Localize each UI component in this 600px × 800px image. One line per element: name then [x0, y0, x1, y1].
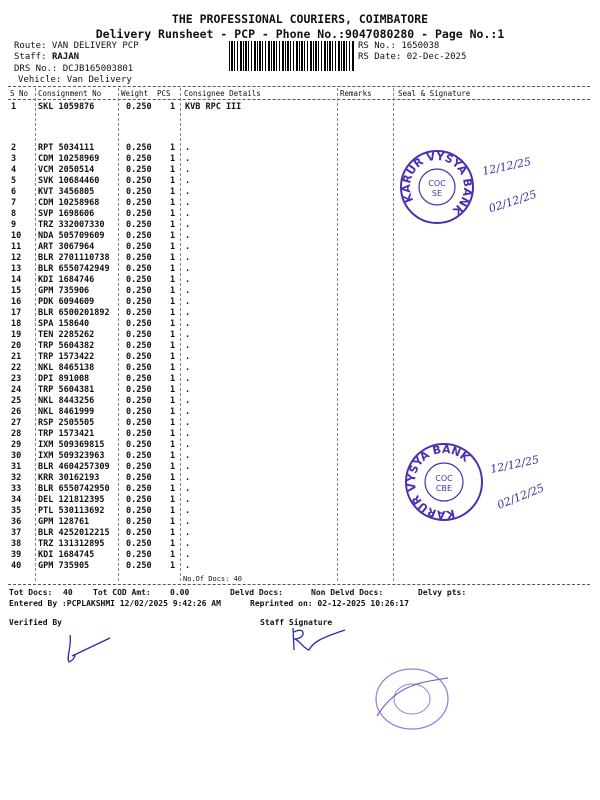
row-pcs: 1 — [170, 528, 176, 538]
row-weight: 0.250 — [126, 429, 152, 439]
row-consignment-no: SVP 1698606 — [38, 209, 95, 219]
row-consignment-no: TRP 5604381 — [38, 385, 95, 395]
row-pcs: 1 — [170, 407, 176, 417]
row-sno: 21 — [11, 352, 22, 362]
row-weight: 0.250 — [126, 253, 152, 263]
row-consignment-no: TRZ 131312895 — [38, 539, 105, 549]
row-sno: 19 — [11, 330, 22, 340]
row-sno: 18 — [11, 319, 22, 329]
row-weight: 0.250 — [126, 352, 152, 362]
row-consignee: . — [185, 374, 191, 384]
row-weight: 0.250 — [126, 539, 152, 549]
row-pcs: 1 — [170, 242, 176, 252]
table-row — [0, 297, 600, 308]
table-row — [0, 341, 600, 352]
row-consignee: . — [185, 341, 191, 351]
row-pcs: 1 — [170, 418, 176, 428]
row-pcs: 1 — [170, 264, 176, 274]
rs-date: RS Date: 02-Dec-2025 — [358, 52, 467, 62]
bank-seal-stamp-2 — [402, 440, 486, 524]
row-consignee: . — [185, 330, 191, 340]
row-weight: 0.250 — [126, 517, 152, 527]
row-consignment-no: SKL 1059876 — [38, 102, 95, 112]
row-weight: 0.250 — [126, 341, 152, 351]
row-consignee: . — [185, 253, 191, 263]
row-pcs: 1 — [170, 102, 176, 112]
row-sno: 12 — [11, 253, 22, 263]
row-weight: 0.250 — [126, 506, 152, 516]
row-sno: 2 — [11, 143, 17, 153]
row-sno: 27 — [11, 418, 22, 428]
row-weight: 0.250 — [126, 220, 152, 230]
row-pcs: 1 — [170, 495, 176, 505]
table-row — [0, 429, 600, 440]
row-sno: 4 — [11, 165, 17, 175]
row-consignment-no: IXM 509369815 — [38, 440, 105, 450]
row-pcs: 1 — [170, 220, 176, 230]
row-sno: 13 — [11, 264, 22, 274]
row-consignee: . — [185, 550, 191, 560]
row-consignee: . — [185, 418, 191, 428]
table-row — [0, 102, 600, 113]
row-consignment-no: KDI 1684746 — [38, 275, 95, 285]
row-sno: 29 — [11, 440, 22, 450]
row-pcs: 1 — [170, 176, 176, 186]
table-row — [0, 539, 600, 550]
runsheet-subtitle: Delivery Runsheet - PCP - Phone No.:9047080280 - Page No.:1 — [95, 27, 505, 41]
row-pcs: 1 — [170, 484, 176, 494]
table-row — [0, 418, 600, 429]
row-sno: 26 — [11, 407, 22, 417]
row-consignee: . — [185, 561, 191, 571]
verifier-signature — [60, 630, 120, 670]
row-weight: 0.250 — [126, 198, 152, 208]
row-consignment-no: TRP 1573422 — [38, 352, 95, 362]
row-weight: 0.250 — [126, 440, 152, 450]
row-weight: 0.250 — [126, 396, 152, 406]
table-row — [0, 275, 600, 286]
row-sno: 25 — [11, 396, 22, 406]
row-pcs: 1 — [170, 330, 176, 340]
row-pcs: 1 — [170, 550, 176, 560]
table-row — [0, 528, 600, 539]
row-weight: 0.250 — [126, 528, 152, 538]
row-consignee: . — [185, 539, 191, 549]
row-pcs: 1 — [170, 231, 176, 241]
header-top-rule — [8, 86, 590, 87]
table-row — [0, 330, 600, 341]
row-consignee: . — [185, 286, 191, 296]
table-row — [0, 407, 600, 418]
tot-docs-value: 40 — [63, 588, 73, 597]
row-consignment-no: DEL 121812395 — [38, 495, 105, 505]
row-weight: 0.250 — [126, 275, 152, 285]
delvy-pts-label: Delvy pts: — [418, 588, 467, 597]
row-consignee: . — [185, 473, 191, 483]
row-consignment-no: CDM 10258969 — [38, 154, 100, 164]
cod-value: 0.00 — [170, 588, 190, 597]
row-weight: 0.250 — [126, 418, 152, 428]
row-sno: 3 — [11, 154, 17, 164]
row-sno: 35 — [11, 506, 22, 516]
row-consignee: . — [185, 451, 191, 461]
staff-signature-label: Staff Signature — [260, 618, 333, 627]
row-sno: 33 — [11, 484, 22, 494]
col-weight: Weight — [121, 89, 149, 98]
col-consignee: Consignee Details — [184, 89, 261, 98]
row-consignee: . — [185, 275, 191, 285]
row-pcs: 1 — [170, 451, 176, 461]
row-consignment-no: ART 3067964 — [38, 242, 95, 252]
row-pcs: 1 — [170, 539, 176, 549]
row-sno: 15 — [11, 286, 22, 296]
row-weight: 0.250 — [126, 264, 152, 274]
row-consignment-no: SPA 158640 — [38, 319, 90, 329]
row-sno: 5 — [11, 176, 17, 186]
row-consignee: . — [185, 165, 191, 175]
staff-line — [14, 52, 79, 63]
row-pcs: 1 — [170, 473, 176, 483]
row-consignee: . — [185, 363, 191, 373]
row-weight: 0.250 — [126, 176, 152, 186]
row-consignment-no: PTL 530113692 — [38, 506, 105, 516]
row-weight: 0.250 — [126, 561, 152, 571]
verified-by-label: Verified By — [9, 618, 62, 627]
row-sno: 14 — [11, 275, 22, 285]
row-sno: 34 — [11, 495, 22, 505]
row-consignment-no: VCM 2050514 — [38, 165, 95, 175]
row-consignment-no: TRP 5604382 — [38, 341, 95, 351]
row-pcs: 1 — [170, 286, 176, 296]
stamp2-center-text2: CBE — [435, 484, 453, 493]
row-sno: 28 — [11, 429, 22, 439]
table-row — [0, 209, 600, 220]
handwritten-date-1: 02/12/25 — [487, 187, 539, 216]
stamp1-ring-text: KARUR VYSYA BANK — [399, 149, 475, 218]
row-consignment-no: RPT 5034111 — [38, 143, 95, 153]
row-weight: 0.250 — [126, 363, 152, 373]
row-pcs: 1 — [170, 275, 176, 285]
row-consignee: . — [185, 385, 191, 395]
row-weight: 0.250 — [126, 473, 152, 483]
row-consignee: . — [185, 242, 191, 252]
delvd-docs-label: Delvd Docs: — [230, 588, 283, 597]
row-pcs: 1 — [170, 198, 176, 208]
row-consignment-no: TRZ 332007330 — [38, 220, 105, 230]
row-weight: 0.250 — [126, 407, 152, 417]
row-consignment-no: BLR 6550742950 — [38, 484, 110, 494]
row-consignee: . — [185, 462, 191, 472]
row-pcs: 1 — [170, 165, 176, 175]
entered-by: Entered By :PCPLAKSHMI 12/02/2025 9:42:26 AM — [9, 599, 221, 608]
row-weight: 0.250 — [126, 187, 152, 197]
row-consignee: . — [185, 264, 191, 274]
row-pcs: 1 — [170, 506, 176, 516]
row-sno: 16 — [11, 297, 22, 307]
row-consignee: . — [185, 198, 191, 208]
table-row — [0, 242, 600, 253]
faint-seal-stamp — [372, 664, 452, 734]
row-sno: 24 — [11, 385, 22, 395]
barcode-image — [229, 41, 354, 71]
row-consignment-no: TRP 1573421 — [38, 429, 95, 439]
row-consignee: KVB RPC III — [185, 102, 242, 112]
row-sno: 17 — [11, 308, 22, 318]
row-consignment-no: DPI 891008 — [38, 374, 90, 384]
row-consignee: . — [185, 297, 191, 307]
handwritten-mark-2: 12/12/25 — [489, 453, 541, 476]
row-consignee: . — [185, 209, 191, 219]
table-row — [0, 352, 600, 363]
row-sno: 31 — [11, 462, 22, 472]
row-consignment-no: NDA 505709609 — [38, 231, 105, 241]
row-weight: 0.250 — [126, 484, 152, 494]
row-pcs: 1 — [170, 341, 176, 351]
company-title: THE PROFESSIONAL COURIERS, COIMBATORE — [171, 12, 429, 26]
col-consignment: Consignment No — [38, 89, 102, 98]
row-consignee: . — [185, 154, 191, 164]
row-consignment-no: BLR 6550742949 — [38, 264, 110, 274]
row-pcs: 1 — [170, 187, 176, 197]
table-row — [0, 385, 600, 396]
row-consignee: . — [185, 495, 191, 505]
table-row — [0, 473, 600, 484]
row-consignee: . — [185, 220, 191, 230]
row-consignment-no: GPM 735905 — [38, 561, 90, 571]
row-pcs: 1 — [170, 517, 176, 527]
rs-number: RS No.: 1650038 — [358, 41, 440, 51]
row-weight: 0.250 — [126, 374, 152, 384]
row-weight: 0.250 — [126, 286, 152, 296]
row-sno: 20 — [11, 341, 22, 351]
row-pcs: 1 — [170, 385, 176, 395]
row-consignee: . — [185, 176, 191, 186]
row-weight: 0.250 — [126, 165, 152, 175]
stamp2-ring-text: KARUR VYSYA BANK — [404, 442, 472, 522]
drs-number: DRS No.: DCJB165003801 — [14, 64, 134, 74]
row-weight: 0.250 — [126, 231, 152, 241]
row-weight: 0.250 — [126, 297, 152, 307]
row-consignment-no: NKL 8465138 — [38, 363, 95, 373]
row-weight: 0.250 — [126, 209, 152, 219]
row-consignee: . — [185, 319, 191, 329]
row-sno: 37 — [11, 528, 22, 538]
row-pcs: 1 — [170, 154, 176, 164]
row-sno: 7 — [11, 198, 17, 208]
table-row — [0, 374, 600, 385]
row-consignee: . — [185, 517, 191, 527]
row-weight: 0.250 — [126, 385, 152, 395]
vehicle-label: Vehicle: Van Delivery — [18, 75, 132, 85]
row-consignee: . — [185, 484, 191, 494]
row-sno: 11 — [11, 242, 22, 252]
row-pcs: 1 — [170, 363, 176, 373]
table-bottom-rule — [8, 584, 590, 585]
row-sno: 38 — [11, 539, 22, 549]
row-consignment-no: PDK 6094609 — [38, 297, 95, 307]
bank-seal-stamp — [398, 148, 476, 226]
row-consignee: . — [185, 506, 191, 516]
staff-name: RAJAN — [51, 52, 80, 62]
table-row — [0, 231, 600, 242]
row-consignment-no: TEN 2285262 — [38, 330, 95, 340]
row-sno: 9 — [11, 220, 17, 230]
row-sno: 22 — [11, 363, 22, 373]
row-sno: 1 — [11, 102, 17, 112]
row-consignment-no: NKL 8443256 — [38, 396, 95, 406]
row-consignee: . — [185, 396, 191, 406]
table-row — [0, 363, 600, 374]
table-row — [0, 143, 600, 154]
row-consignment-no: RSP 2505505 — [38, 418, 95, 428]
col-signature: Seal & Signature — [398, 89, 471, 98]
row-weight: 0.250 — [126, 154, 152, 164]
row-pcs: 1 — [170, 429, 176, 439]
table-row — [0, 253, 600, 264]
row-consignment-no: NKL 8461999 — [38, 407, 95, 417]
no-of-docs: No.Of Docs: 40 — [183, 575, 243, 583]
row-pcs: 1 — [170, 308, 176, 318]
row-sno: 39 — [11, 550, 22, 560]
row-consignee: . — [185, 352, 191, 362]
route-label: Route: VAN DELIVERY PCP — [14, 41, 139, 51]
row-sno: 10 — [11, 231, 22, 241]
table-row — [0, 517, 600, 528]
col-remarks: Remarks — [340, 89, 372, 98]
stamp1-center-text: COC — [428, 179, 446, 188]
row-pcs: 1 — [170, 440, 176, 450]
stamp1-center-text2: SE — [431, 189, 443, 198]
row-consignee: . — [185, 528, 191, 538]
row-weight: 0.250 — [126, 143, 152, 153]
row-pcs: 1 — [170, 396, 176, 406]
row-consignment-no: BLR 4604257309 — [38, 462, 110, 472]
row-weight: 0.250 — [126, 451, 152, 461]
row-consignment-no: BLR 2701110738 — [38, 253, 110, 263]
row-pcs: 1 — [170, 253, 176, 263]
table-row — [0, 561, 600, 572]
row-consignee: . — [185, 429, 191, 439]
reprinted-on: Reprinted on: 02-12-2025 10:26:17 — [250, 599, 409, 608]
handwritten-mark-1: 12/12/25 — [481, 155, 533, 178]
row-consignment-no: KRR 30162193 — [38, 473, 100, 483]
staff-signature-mark — [285, 624, 355, 656]
row-consignee: . — [185, 231, 191, 241]
row-consignee: . — [185, 440, 191, 450]
row-sno: 30 — [11, 451, 22, 461]
table-row — [0, 396, 600, 407]
row-pcs: 1 — [170, 352, 176, 362]
table-row — [0, 440, 600, 451]
row-consignment-no: KDI 1684745 — [38, 550, 95, 560]
col-pcs: PCS — [157, 89, 171, 98]
row-consignment-no: BLR 6500201892 — [38, 308, 110, 318]
row-weight: 0.250 — [126, 462, 152, 472]
table-row — [0, 220, 600, 231]
table-row — [0, 550, 600, 561]
row-weight: 0.250 — [126, 495, 152, 505]
row-weight: 0.250 — [126, 319, 152, 329]
row-consignment-no: IXM 509323963 — [38, 451, 105, 461]
row-consignment-no: CDM 10258968 — [38, 198, 100, 208]
col-sno: S No — [10, 89, 29, 98]
row-consignee: . — [185, 187, 191, 197]
row-consignment-no: GPM 128761 — [38, 517, 90, 527]
non-delvd-docs-label: Non Delvd Docs: — [311, 588, 384, 597]
row-weight: 0.250 — [126, 308, 152, 318]
row-weight: 0.250 — [126, 102, 152, 112]
row-consignment-no: SVK 10684460 — [38, 176, 100, 186]
row-consignment-no: GPM 735906 — [38, 286, 90, 296]
row-consignee: . — [185, 308, 191, 318]
row-pcs: 1 — [170, 374, 176, 384]
row-pcs: 1 — [170, 462, 176, 472]
handwritten-date-2: 02/12/25 — [495, 481, 547, 512]
row-pcs: 1 — [170, 319, 176, 329]
row-consignment-no: KVT 3456805 — [38, 187, 95, 197]
row-weight: 0.250 — [126, 550, 152, 560]
row-consignee: . — [185, 143, 191, 153]
tot-docs-label: Tot Docs: — [9, 588, 53, 597]
table-row — [0, 176, 600, 187]
row-pcs: 1 — [170, 561, 176, 571]
row-weight: 0.250 — [126, 242, 152, 252]
cod-label: Tot COD Amt: — [93, 588, 151, 597]
header-bottom-rule — [8, 99, 590, 100]
row-pcs: 1 — [170, 297, 176, 307]
table-row — [0, 319, 600, 330]
row-sno: 8 — [11, 209, 17, 219]
stamp2-center-text: COC — [435, 474, 453, 483]
row-consignee: . — [185, 407, 191, 417]
row-sno: 23 — [11, 374, 22, 384]
row-pcs: 1 — [170, 209, 176, 219]
row-pcs: 1 — [170, 143, 176, 153]
table-row — [0, 308, 600, 319]
table-row — [0, 286, 600, 297]
row-sno: 32 — [11, 473, 22, 483]
row-weight: 0.250 — [126, 330, 152, 340]
row-consignment-no: BLR 4252012215 — [38, 528, 110, 538]
row-sno: 40 — [11, 561, 22, 571]
row-sno: 6 — [11, 187, 17, 197]
staff-label: Staff: — [14, 52, 52, 62]
row-sno: 36 — [11, 517, 22, 527]
table-row — [0, 264, 600, 275]
